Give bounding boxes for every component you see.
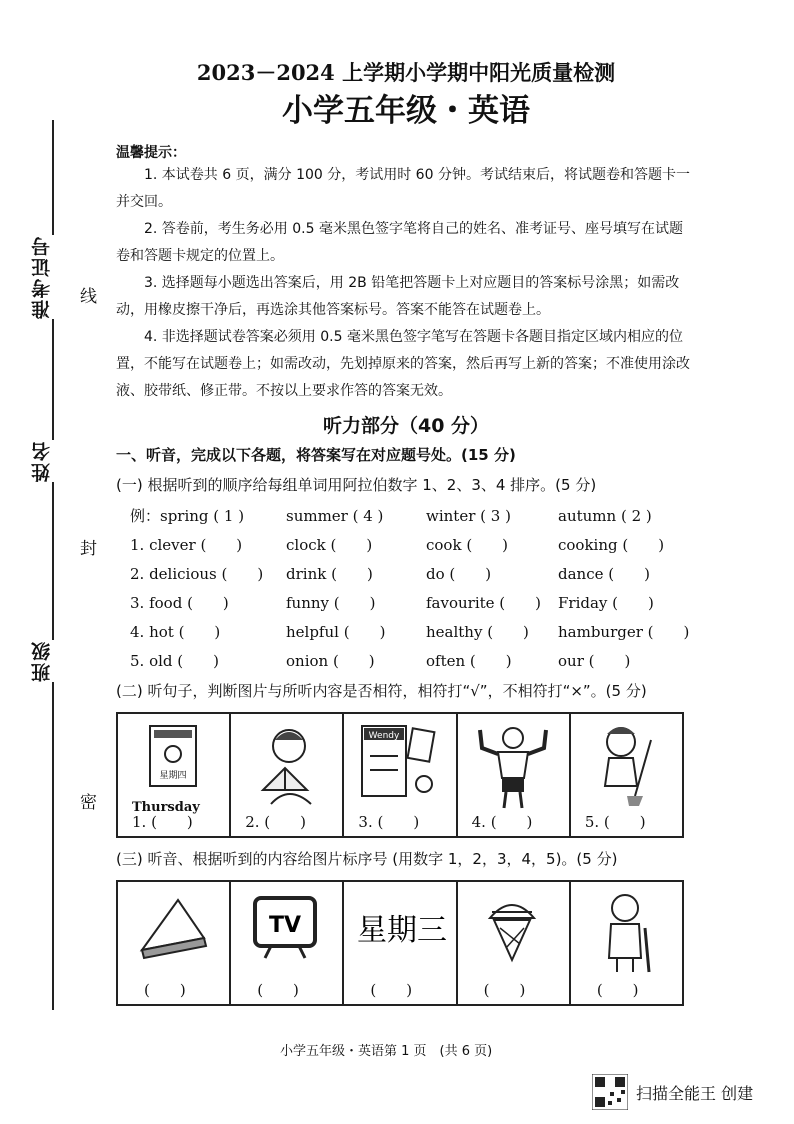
word-row [130, 647, 696, 676]
answer-blank[interactable]: ( ) [144, 981, 186, 999]
order-picture-row [116, 880, 684, 1006]
page-footer: 小学五年级・英语第 1 页 (共 6 页) [280, 1044, 493, 1059]
tip-item: 1. 本试卷共 6 页，满分 100 分，考试用时 60 分钟。考试结束后，将试题卷和答题卡一并交回。 [116, 167, 690, 210]
answer-blank[interactable]: ( ) [596, 981, 639, 999]
word-item: healthy ( ) [426, 623, 529, 641]
answer-blank[interactable]: 5. ( ) [584, 813, 646, 831]
exam-number-label: 准考证号 [28, 235, 72, 319]
tip-item: 4. 非选择题试卷答案必须用 0.5 毫米黑色签字笔写在答题卡各题目指定区域内相应的位置，不能写在试题卷上；如需改动，先划掉原来的答案，然后再写上新的答案；不准使用涂改液、胶带纸、修正带。不按以上要求作答的答案无效。 [116, 329, 690, 399]
ice-cream-icon [468, 888, 558, 968]
calendar-thursday-icon [128, 720, 218, 800]
word-item: winter ( 3 ) [426, 507, 511, 525]
exam-title: 2023－2024 上学期小学期中阳光质量检测 [196, 60, 616, 85]
picture-cell [571, 882, 682, 1004]
wednesday-text-icon [354, 888, 454, 968]
svg-text:Wendy: Wendy [369, 731, 400, 741]
word-item: often ( ) [426, 652, 512, 670]
tips-heading: 温馨提示： [116, 145, 186, 161]
tv-icon [241, 888, 331, 968]
word-row [130, 618, 696, 647]
word-item: dance ( ) [558, 565, 650, 583]
word-item: clock ( ) [286, 536, 373, 554]
girl-reading-icon [241, 720, 331, 810]
fold-mark-seal: 封 [80, 539, 97, 559]
sub2-instruction: (二) 听句子，判断图片与所听内容是否相符，相符打“√”，不相符打“×”。(5 分) [116, 682, 647, 700]
word-item: favourite ( ) [426, 594, 542, 612]
picture-cell [231, 714, 344, 836]
answer-blank[interactable]: 3. ( ) [358, 813, 420, 831]
exam-content [116, 58, 696, 1006]
word-row [130, 531, 696, 560]
picture-cell [458, 882, 571, 1004]
word-item: onion ( ) [286, 652, 375, 670]
fold-mark-secret: 密 [80, 793, 97, 813]
menu-board-icon [354, 720, 444, 810]
answer-blank[interactable]: ( ) [483, 981, 526, 999]
fold-mark-line: 线 [80, 287, 97, 307]
part1-instruction: 一、听音，完成以下各题，将答案写在对应题号处。(15 分) [116, 446, 516, 464]
answer-blank[interactable]: 1. ( ) [132, 813, 193, 831]
answer-blank[interactable]: 2. ( ) [245, 813, 306, 831]
answer-blank[interactable]: 4. ( ) [471, 813, 533, 831]
svg-text:TV: TV [269, 913, 302, 938]
qr-code-icon [592, 1074, 628, 1110]
exam-subtitle: 小学五年级・英语 [282, 93, 530, 129]
svg-text:星期三: 星期三 [357, 913, 448, 948]
boy-sweeping-icon [581, 720, 671, 810]
answer-blank[interactable]: ( ) [370, 981, 413, 999]
word-item: 5. old ( ) [130, 652, 219, 670]
word-row [130, 502, 696, 531]
strong-man-icon [468, 720, 558, 810]
word-item: Friday ( ) [558, 594, 654, 612]
tip-item: 2. 答卷前，考生务必用 0.5 毫米黑色签字笔将自己的姓名、准考证号、座号填写在试题卷和答题卡规定的位置上。 [116, 221, 683, 264]
word-item: helpful ( ) [286, 623, 386, 641]
tip-item: 3. 选择题每小题选出答案后，用 2B 铅笔把答题卡上对应题目的答案标号涂黑；如需改动，用橡皮擦干净后，再选涂其他答案标号。答案不能答在试题卷上。 [116, 275, 680, 318]
picture-cell [231, 882, 344, 1004]
answer-blank[interactable]: ( ) [257, 981, 299, 999]
word-item: drink ( ) [286, 565, 373, 583]
word-item: 例：spring ( 1 ) [130, 507, 245, 525]
binding-margin [0, 0, 110, 1124]
scanner-text: 扫描全能王 创建 [636, 1083, 754, 1103]
picture-cell [118, 714, 231, 836]
svg-text:星期四: 星期四 [159, 771, 187, 781]
picture-cell [344, 882, 457, 1004]
judge-picture-row [116, 712, 684, 838]
word-item: 4. hot ( ) [130, 623, 221, 641]
word-item: do ( ) [426, 565, 492, 583]
class-label: 班级 [28, 640, 72, 682]
picture-cell [344, 714, 457, 836]
listening-section-title: 听力部分（40 分） [322, 415, 490, 437]
scanner-watermark [592, 1074, 753, 1110]
picture-cell [458, 714, 571, 836]
old-man-icon [581, 888, 671, 974]
picture-caption: Thursday [132, 800, 200, 815]
picture-cell [571, 714, 682, 836]
word-item: 1. clever ( ) [130, 536, 243, 554]
word-item: 2. delicious ( ) [130, 565, 264, 583]
sub1-instruction: (一) 根据听到的顺序给每组单词用阿拉伯数字 1、2、3、4 排序。(5 分) [116, 476, 597, 494]
word-item: hamburger ( ) [558, 623, 690, 641]
word-item: our ( ) [558, 652, 631, 670]
picture-cell [118, 882, 231, 1004]
word-item: cooking ( ) [558, 536, 665, 554]
word-item: autumn ( 2 ) [558, 507, 652, 525]
word-item: funny ( ) [286, 594, 376, 612]
sub3-instruction: (三) 听音、根据听到的内容给图片标序号 (用数字 1，2，3，4，5)。(5 分) [116, 850, 618, 868]
word-item: summer ( 4 ) [286, 507, 384, 525]
word-row [130, 589, 696, 618]
name-label: 姓名 [28, 440, 72, 482]
word-item: cook ( ) [426, 536, 509, 554]
sandwich-icon [128, 888, 218, 968]
word-item: 3. food ( ) [130, 594, 229, 612]
word-row [130, 560, 696, 589]
word-ordering-grid [130, 502, 696, 676]
